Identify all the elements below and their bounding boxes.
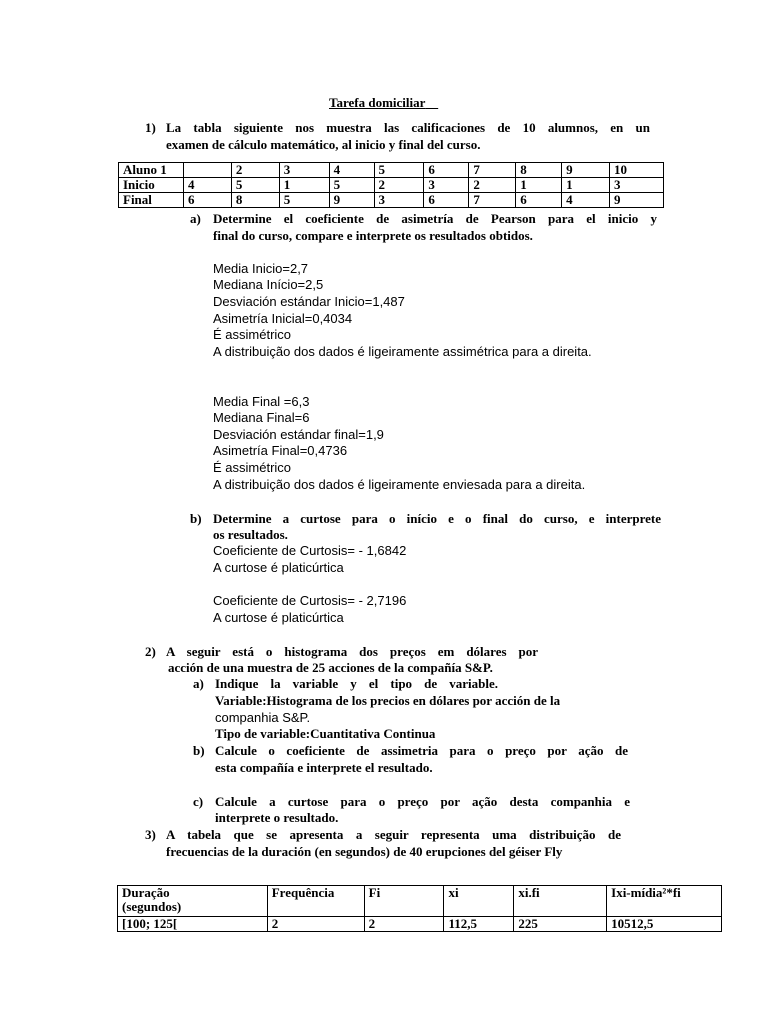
table-header-cell: xi [444,886,514,917]
answer-line: É assimétrico [213,327,292,342]
q3-line1: A tabela que se apresenta a seguir representa uma distribuição de [166,827,621,842]
table-cell: 6 [424,163,469,178]
answer-line: É assimétrico [213,460,292,475]
table-row [119,178,664,193]
table-cell: 9 [329,193,374,208]
q1a-line2: final do curso, compare e interprete os resultados obtidos. [213,228,533,243]
q3-frequency-table [117,885,722,932]
table-cell: Inicio [119,178,184,193]
page-title: Tarefa domiciliar [329,95,426,110]
table-cell: 2 [374,178,424,193]
q2-number: 2) [145,644,156,659]
q1a-letter: a) [190,211,201,226]
q2a-line4: Tipo de variable:Cuantitativa Continua [215,726,436,741]
table-cell: 9 [610,193,664,208]
table-cell: 6 [183,193,231,208]
table-cell: 5 [374,163,424,178]
table-cell: 4 [562,193,610,208]
table-cell: 2 [469,178,516,193]
header-duracao: Duração [122,885,170,900]
table-cell: 5 [279,193,329,208]
answer-line: A distribuição dos dados é ligeiramente enviesada para a direita. [213,477,586,492]
table-cell: 4 [183,178,231,193]
q2a-line2: Variable:Histograma de los precios en dólares por acción de la [215,693,561,708]
table-cell: 112,5 [444,917,514,932]
answer-line: Asimetría Final=0,4736 [213,443,348,458]
answer-line: Mediana Início=2,5 [213,277,324,292]
table-cell: 10512,5 [607,917,722,932]
table-header-row [118,886,722,917]
q2-line1: A seguir está o histograma dos preços em dólares por [166,644,538,659]
table-header-cell [118,886,268,917]
q1-grades-table [118,162,664,208]
table-cell: 9 [562,163,610,178]
table-row [119,193,664,208]
q2b-letter: b) [193,743,205,758]
q3-number: 3) [145,827,156,842]
table-cell: 5 [329,178,374,193]
table-header-cell: xi.fi [514,886,607,917]
table-cell: 8 [231,193,279,208]
q2a-line1: Indique la variable y el tipo de variable. [215,676,498,691]
header-duracao-sub: (segundos) [122,899,182,914]
table-cell: 4 [329,163,374,178]
answer-line: A distribuição dos dados é ligeiramente assimétrica para a direita. [213,344,592,359]
answer-line: A curtose é platicúrtica [213,560,344,575]
table-cell: 3 [374,193,424,208]
table-cell: 7 [469,163,516,178]
q2c-line2: interprete o resultado. [215,810,339,825]
q1-number: 1) [145,120,156,135]
table-cell: 1 [279,178,329,193]
answer-line: Mediana Final=6 [213,410,310,425]
q3-line2: frecuencias de la duración (en segundos) de 40 erupciones del géiser Fly [166,844,563,859]
table-cell: Final [119,193,184,208]
table-cell: 1 [562,178,610,193]
q1b-letter: b) [190,511,202,526]
q2c-letter: c) [193,794,204,809]
table-cell: 7 [469,193,516,208]
answer-line: A curtose é platicúrtica [213,610,344,625]
table-cell: Aluno 1 [119,163,184,178]
q1-line2: examen de cálculo matemático, al inicio y final del curso. [166,137,481,152]
answer-line: Coeficiente de Curtosis= - 2,7196 [213,593,407,608]
table-cell: 8 [516,163,562,178]
table-cell: 3 [279,163,329,178]
table-header-cell: Fi [364,886,444,917]
q2a-letter: a) [193,676,204,691]
table-row [118,917,722,932]
table-row [119,163,664,178]
answer-line: Media Inicio=2,7 [213,261,309,276]
table-cell: [100; 125[ [118,917,268,932]
q2b-line2: esta compañía e interprete el resultado. [215,760,433,775]
table-cell: 225 [514,917,607,932]
q2-line2: acción de una muestra de 25 acciones de la compañía S&P. [168,660,493,675]
table-cell: 2 [364,917,444,932]
table-cell: 2 [267,917,364,932]
q1a-line1: Determine el coeficiente de asimetría de Pearson para el inicio y [213,211,657,226]
table-cell: 5 [231,178,279,193]
table-cell: 3 [610,178,664,193]
table-header-cell: Ixi-mídia²*fi [607,886,722,917]
answer-line: Desviación estándar final=1,9 [213,427,384,442]
q2c-line1: Calcule a curtose para o preço por ação desta companhia e [215,794,630,809]
table-cell: 10 [610,163,664,178]
q2a-line3: companhia S&P. [215,710,311,725]
table-cell: 1 [516,178,562,193]
answer-line: Media Final =6,3 [213,394,310,409]
answer-line: Asimetría Inicial=0,4034 [213,311,353,326]
table-cell: 6 [516,193,562,208]
q1-line1: La tabla siguiente nos muestra las calificaciones de 10 alumnos, en un [166,120,650,135]
table-cell [183,163,231,178]
table-header-cell: Frequência [267,886,364,917]
answer-line: Desviación estándar Inicio=1,487 [213,294,405,309]
answer-line: Coeficiente de Curtosis= - 1,6842 [213,543,407,558]
q1b-line2: os resultados. [213,527,288,542]
table-cell: 6 [424,193,469,208]
q1b-line1: Determine a curtose para o início e o final do curso, e interprete [213,511,661,526]
q2b-line1: Calcule o coeficiente de assimetria para o preço por ação de [215,743,628,758]
table-cell: 2 [231,163,279,178]
table-cell: 3 [424,178,469,193]
